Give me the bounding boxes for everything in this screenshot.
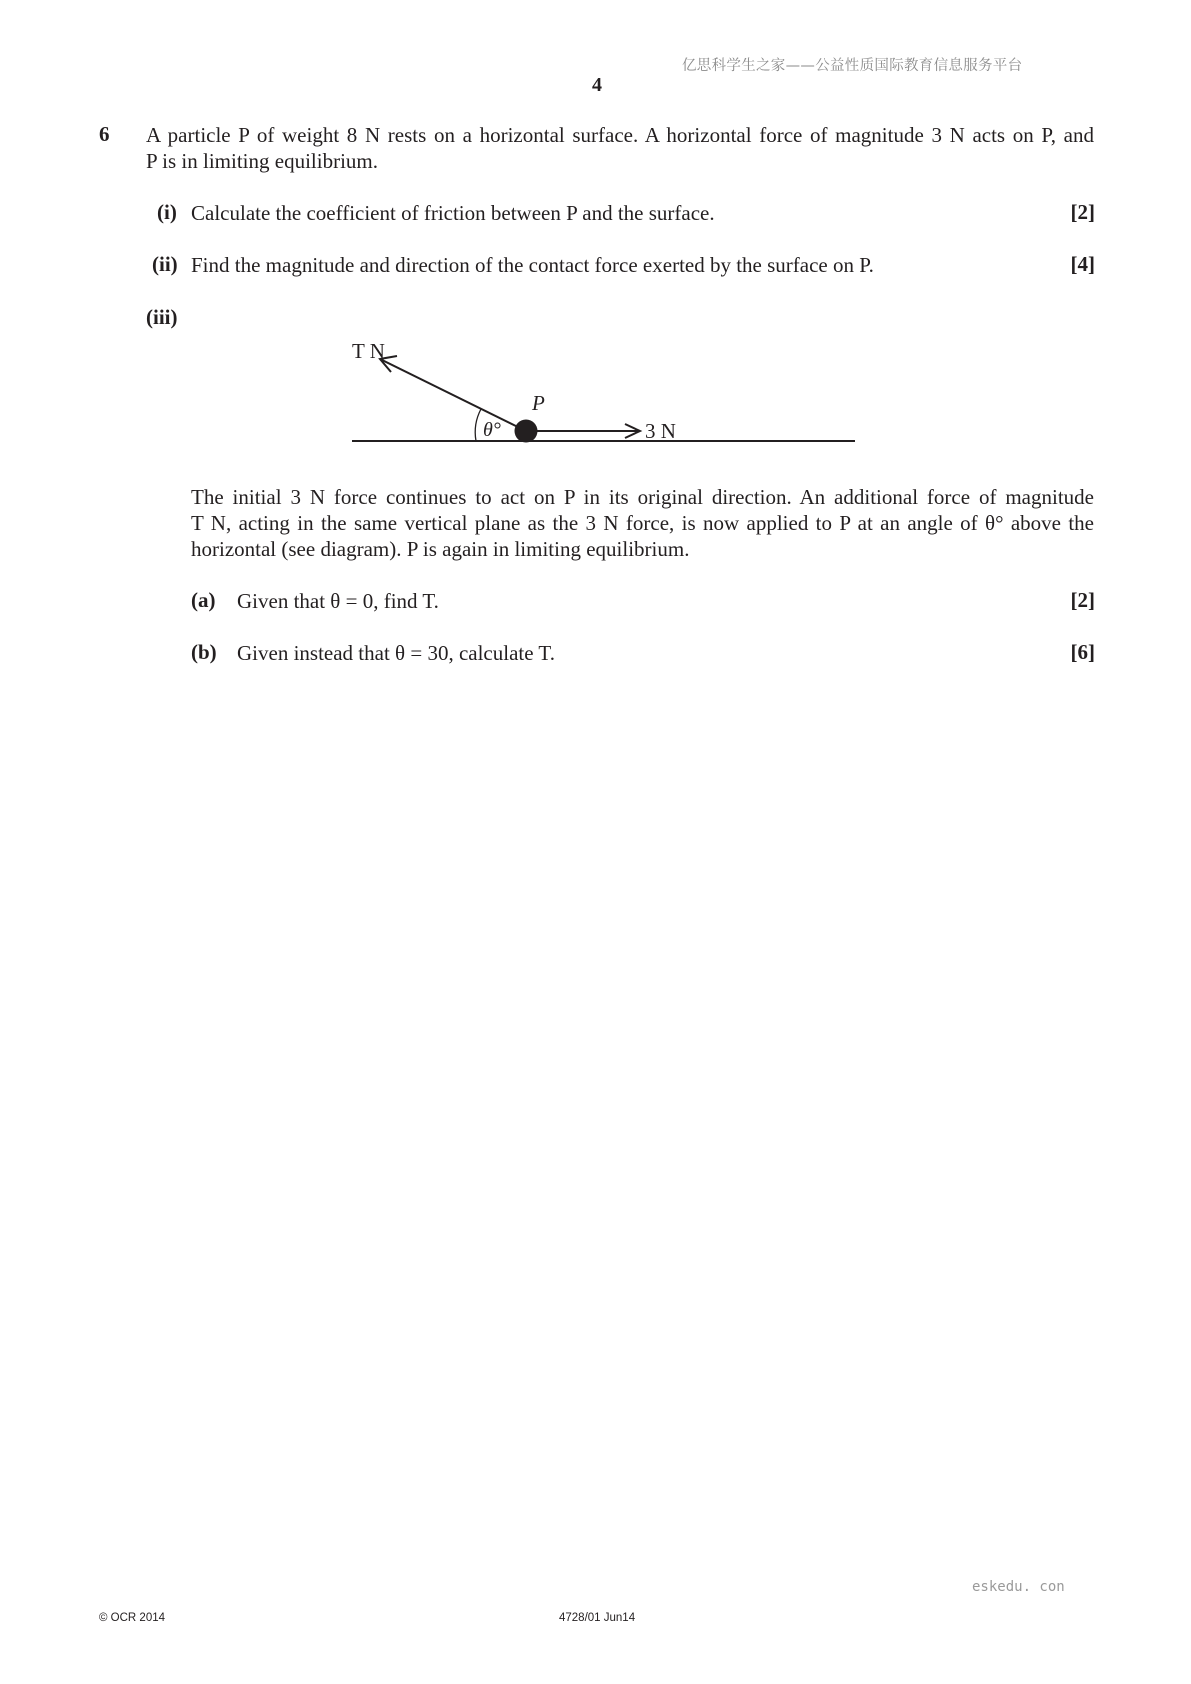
force-diagram bbox=[340, 330, 870, 448]
question-stem-line-1: A particle P of weight 8 N rests on a horizontal surface. A horizontal force of magnitude 3 N acts on P, and bbox=[146, 123, 1094, 147]
particle-p bbox=[515, 420, 538, 443]
part-iii-label: (iii) bbox=[146, 305, 178, 329]
part-i-text: Calculate the coefficient of friction between P and the surface. bbox=[191, 201, 715, 225]
subpart-a-label: (a) bbox=[191, 588, 216, 612]
page-number: 4 bbox=[592, 74, 602, 96]
part-ii-text: Find the magnitude and direction of the contact force exerted by the surface on P. bbox=[191, 253, 874, 277]
subpart-a-text: Given that θ = 0, find T. bbox=[237, 589, 439, 613]
watermark-header: 亿思科学生之家——公益性质国际教育信息服务平台 bbox=[682, 58, 1023, 74]
subpart-b-label: (b) bbox=[191, 640, 217, 664]
copyright: © OCR 2014 bbox=[99, 1612, 166, 1624]
subpart-b-marks: [6] bbox=[1070, 640, 1095, 664]
question-stem-line-2: P is in limiting equilibrium. bbox=[146, 149, 378, 173]
force-t-line bbox=[380, 359, 526, 431]
part-i-marks: [2] bbox=[1070, 200, 1095, 224]
paper-code: 4728/01 Jun14 bbox=[559, 1612, 636, 1624]
force-3n-label: 3 N bbox=[645, 419, 676, 443]
part-i-label: (i) bbox=[157, 200, 177, 224]
part-iii-line-2: T N, acting in the same vertical plane as the 3 N force, is now applied to P at an angle of θ° above the bbox=[191, 511, 1094, 535]
question-number: 6 bbox=[99, 122, 110, 146]
angle-label: θ° bbox=[483, 419, 501, 441]
angle-arc bbox=[475, 409, 481, 441]
part-ii-marks: [4] bbox=[1070, 252, 1095, 276]
watermark-footer: eskedu. con bbox=[972, 1579, 1065, 1595]
part-iii-line-3: horizontal (see diagram). P is again in limiting equilibrium. bbox=[191, 537, 690, 561]
part-ii-label: (ii) bbox=[152, 252, 178, 276]
part-iii-line-1: The initial 3 N force continues to act on P in its original direction. An additional force of magnitude bbox=[191, 485, 1094, 509]
force-t-label: T N bbox=[352, 339, 385, 363]
subpart-b-text: Given instead that θ = 30, calculate T. bbox=[237, 641, 555, 665]
subpart-a-marks: [2] bbox=[1070, 588, 1095, 612]
particle-label: P bbox=[532, 391, 545, 415]
